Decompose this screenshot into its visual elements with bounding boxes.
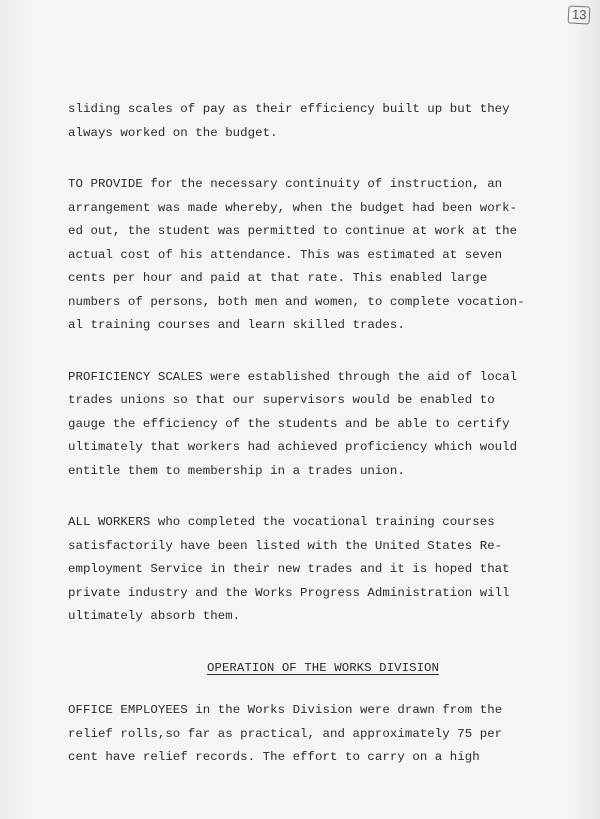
document-body bbox=[68, 98, 538, 770]
paragraph-pay-scales bbox=[68, 98, 538, 145]
paragraph-to-provide bbox=[68, 173, 538, 338]
page-number: 13 bbox=[568, 5, 591, 24]
section-heading: OPERATION OF THE WORKS DIVISION bbox=[206, 660, 440, 675]
paragraph-lead: PROFICIENCY SCALES bbox=[68, 369, 203, 384]
paragraph-lead: TO PROVIDE bbox=[68, 177, 143, 191]
paragraph-lead: OFFICE EMPLOYEES bbox=[68, 703, 188, 717]
paragraph-all-workers bbox=[68, 511, 538, 629]
paragraph-text: were established through the aid of local trades unions so that our supervisors would be enabled to gauge the efficiency of the students and be able to certify ultimately that workers had achieved proficiency which would entitle them to membership in a trades union. bbox=[68, 369, 518, 478]
paragraph-text: sliding scales of pay as their efficiency built up but they always worked on the budget. bbox=[68, 102, 510, 140]
paragraph-text: for the necessary continuity of instruction, an arrangement was made whereby, when the budget had been work- ed out, the student was permitted to continue at work at the actual cost of his attendance. This was estimated at seven cents per hour and paid at that rate. This enabled large numbers of persons, both men and women, to complete vocation- al training courses and learn skilled trades. bbox=[68, 177, 525, 332]
paragraph-proficiency-scales bbox=[68, 366, 538, 484]
paragraph-office-employees bbox=[68, 699, 538, 770]
paragraph-text: who completed the vocational training courses satisfactorily have been listed with the United States Re- employment Service in their new trades and it is hoped that private industry and the Works Progress Administration will ultimately absorb them. bbox=[68, 515, 510, 623]
paragraph-lead: ALL WORKERS bbox=[68, 515, 151, 529]
paragraph-text: in the Works Division were drawn from the relief rolls,so far as practical, and approximately 75 per cent have relief records. The effort to carry on a high bbox=[68, 703, 503, 764]
